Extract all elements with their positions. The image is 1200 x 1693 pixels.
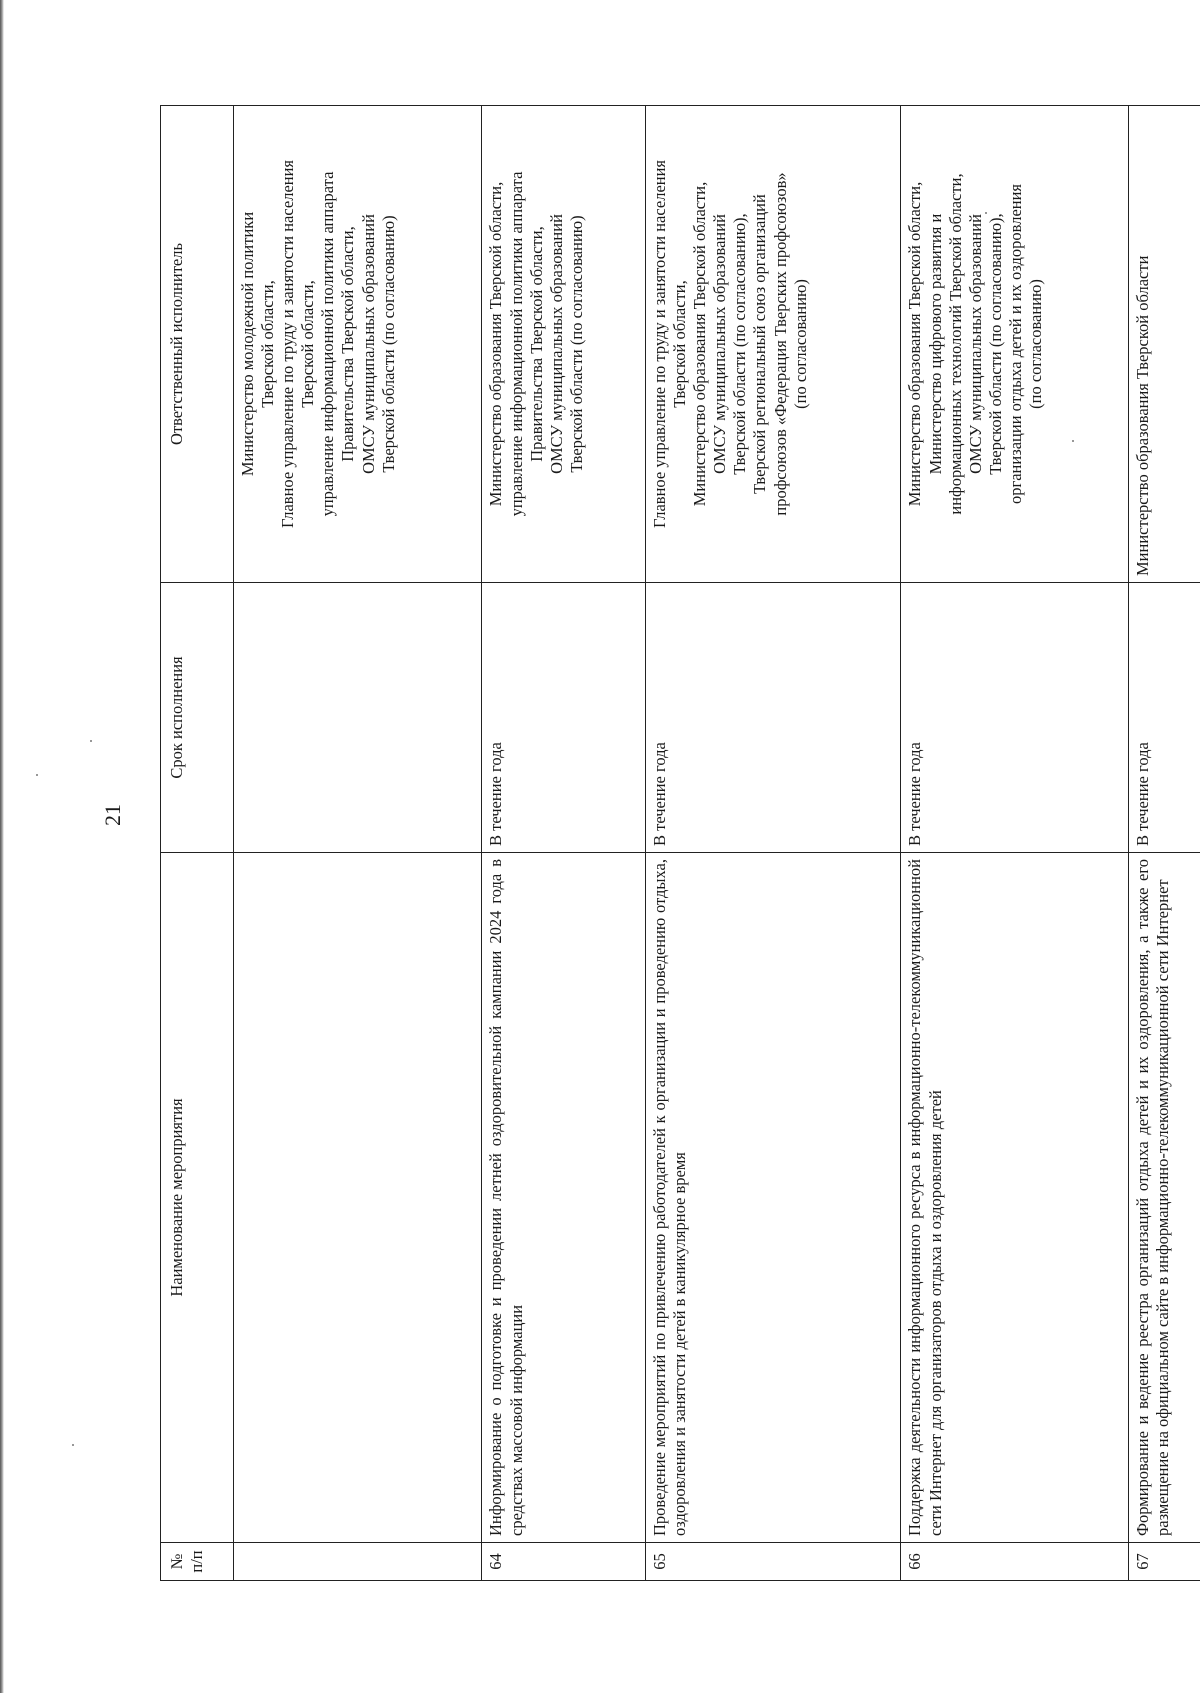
- responsible-line: Тверской области,: [298, 280, 318, 408]
- cell-name: Информирование о подготовке и проведении летней оздоровительной кампании 2024 года в средствах массовой информации: [482, 853, 645, 1543]
- cell-name: [233, 853, 482, 1543]
- responsible-line: Министерство цифрового развития и: [925, 213, 945, 475]
- responsible-line: Тверской области (по согласованию),: [730, 213, 750, 475]
- scan-speck: [36, 774, 38, 776]
- responsible-line: Тверской области,: [257, 280, 277, 408]
- responsible-line: ОМСУ муниципальных образований: [358, 214, 378, 474]
- responsible-line: управление информационной политики аппарата: [318, 171, 338, 517]
- responsible-line: Тверской области (по согласованию): [378, 215, 398, 473]
- cell-name: Поддержка деятельности информационного ресурса в информационно-телекоммуникационной сети Интернет для организаторов отдыха и оздоровления детей: [901, 853, 1128, 1543]
- cell-num: 65: [645, 1543, 901, 1581]
- responsible-line: организации отдыха детей и их оздоровления: [1006, 183, 1026, 505]
- measures-table: [160, 105, 1200, 1581]
- cell-responsible: [482, 106, 645, 583]
- responsible-line: Министерство образования Тверской области,: [486, 181, 506, 507]
- cell-term: В течение года: [645, 583, 901, 853]
- cell-num: 64: [482, 1543, 645, 1581]
- responsible-line: управление информационной политики аппарата: [506, 171, 526, 517]
- responsible-line: (по согласованию): [790, 279, 810, 409]
- cell-name: Формирование и ведение реестра организаций отдыха детей и их оздоровления, а также его размещение на официальном сайте в информационно-телекоммуникационной сети Интернет: [1128, 853, 1200, 1543]
- table-row-65: [645, 106, 901, 1581]
- responsible-line: Тверской региональный союз организаций: [750, 194, 770, 494]
- cell-term: В течение года: [901, 583, 1128, 853]
- responsible-line: ОМСУ муниципальных образований: [546, 214, 566, 474]
- responsible-line: (по согласованию): [1026, 279, 1046, 409]
- scan-speck: [90, 740, 92, 742]
- responsible-line: Тверской области,: [669, 280, 689, 408]
- table-header-row: [161, 106, 234, 1581]
- responsible-line: ОМСУ муниципальных образований: [965, 214, 985, 474]
- page-number: 21: [100, 804, 125, 826]
- responsible-line: Правительства Тверской области,: [526, 226, 546, 462]
- responsible-line: Тверской области (по согласованию),: [985, 213, 1005, 475]
- header-term: Срок исполнения: [161, 583, 234, 853]
- cell-responsible: [1128, 106, 1200, 583]
- responsible-line: информационных технологий Тверской области,: [945, 173, 965, 515]
- cell-responsible: [901, 106, 1128, 583]
- responsible-line: Главное управление по труду и занятости населения: [278, 159, 298, 529]
- responsible-line: Тверской области (по согласованию): [566, 215, 586, 473]
- table-row-66: [901, 106, 1128, 1581]
- scan-edge: [0, 0, 4, 1693]
- table-row-67: [1128, 106, 1200, 1581]
- cell-num: 67: [1128, 1543, 1200, 1581]
- cell-responsible: [645, 106, 901, 583]
- responsible-line: Министерство образования Тверской области,: [905, 181, 925, 507]
- responsible-line: Министерство образования Тверской области: [1132, 255, 1152, 576]
- responsible-line: Министерство образования Тверской области,: [690, 181, 709, 507]
- responsible-line: Правительства Тверской области,: [338, 226, 358, 462]
- table-row-continuation: [233, 106, 482, 1581]
- rotated-table-wrapper: [160, 106, 1200, 1581]
- header-name: Наименование мероприятия: [161, 853, 234, 1543]
- responsible-line: профсоюзов «Федерация Тверских профсоюзов»: [770, 172, 790, 516]
- cell-responsible: [233, 106, 482, 583]
- responsible-line: Главное управление по труду и занятости населения: [649, 159, 669, 529]
- header-num: № п/п: [161, 1543, 234, 1581]
- scan-speck: [72, 1444, 74, 1446]
- responsible-line: Министерство молодежной политики: [237, 211, 257, 477]
- table-row-64: [482, 106, 645, 1581]
- cell-name: Проведение мероприятий по привлечению работодателей к организации и проведению отдыха, оздоровления и занятости детей в каникулярное время: [645, 853, 901, 1543]
- cell-term: [233, 583, 482, 853]
- header-responsible: Ответственный исполнитель: [161, 106, 234, 583]
- cell-term: В течение года: [482, 583, 645, 853]
- cell-term: В течение года: [1128, 583, 1200, 853]
- cell-num: [233, 1543, 482, 1581]
- responsible-line: ОМСУ муниципальных образований: [710, 214, 730, 474]
- cell-num: 66: [901, 1543, 1128, 1581]
